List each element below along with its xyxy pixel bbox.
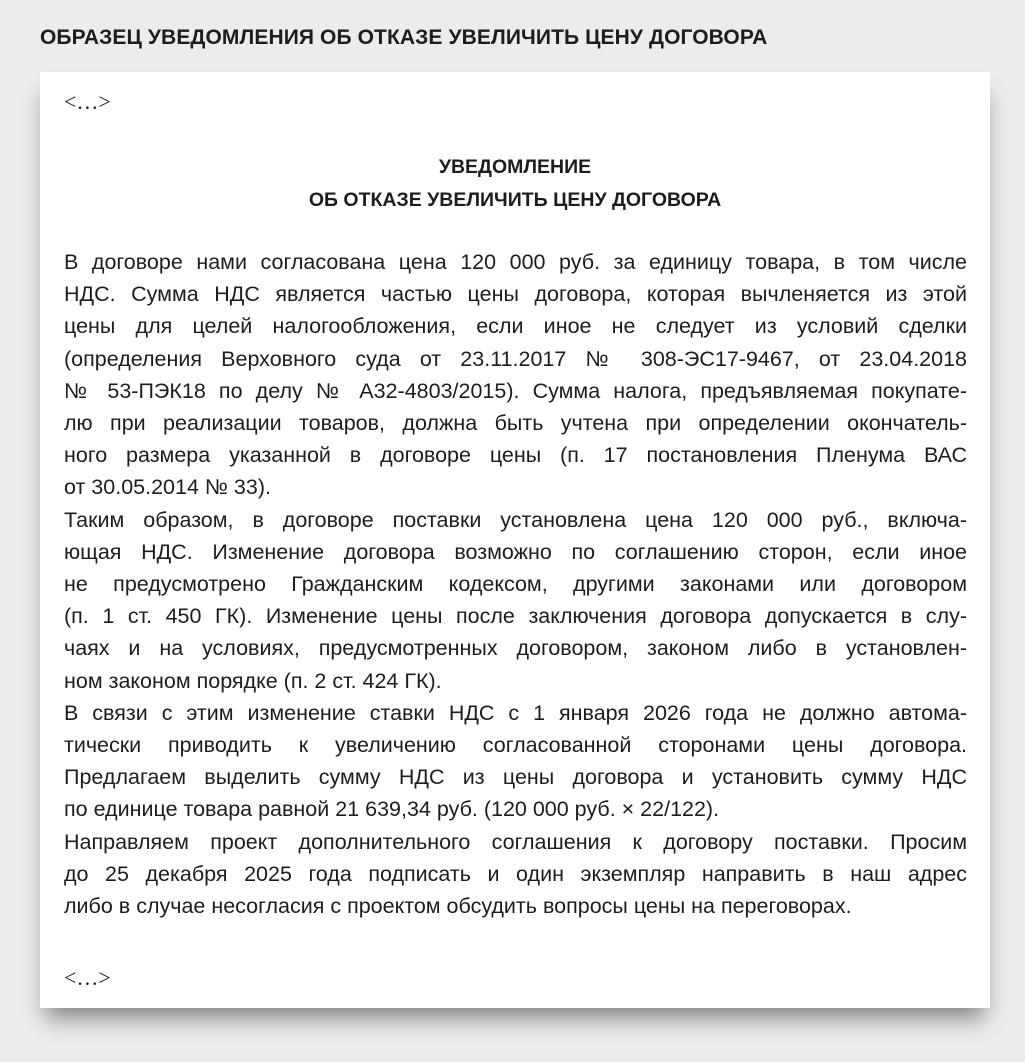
text-line: тически приводить к увеличению согласованной сторонами цены договора. xyxy=(64,733,967,758)
text-line: (определения Верховного суда от 23.11.2017 № 308-ЭС17-9467, от 23.04.2018 xyxy=(64,346,967,371)
text-line: ющая НДС. Изменение договора возможно по соглашению сторон, если иное xyxy=(64,539,967,564)
document-title-line: ОБ ОТКАЗЕ УВЕЛИЧИТЬ ЦЕНУ ДОГОВОРА xyxy=(308,189,722,211)
paragraph xyxy=(64,697,967,826)
paragraph xyxy=(64,504,967,697)
text-line: Предлагаем выделить сумму НДС из цены договора и установить сумму НДС xyxy=(64,765,967,790)
text-line: (п. 1 ст. 450 ГК). Изменение цены после заключения договора допускается в слу- xyxy=(64,604,967,629)
text-line: цены для целей налогообложения, если иное не следует из условий сделки xyxy=(64,314,967,339)
text-line: до 25 декабря 2025 года подписать и один экземпляр направить в наш адрес xyxy=(64,861,967,886)
document-title xyxy=(40,151,990,217)
text-line: по единице товара равной 21 639,34 руб. (120 000 руб. × 22/122). xyxy=(64,797,720,822)
paragraph xyxy=(64,246,967,504)
document-title-line: УВЕДОМЛЕНИЕ xyxy=(438,156,592,178)
paragraph xyxy=(64,826,967,923)
text-line: не предусмотрено Гражданским кодексом, другими законами или договором xyxy=(64,572,967,597)
document-sheet xyxy=(40,72,990,1008)
text-line: № 53-ПЭК18 по делу № А32-4803/2015). Сумма налога, предъявляемая покупате- xyxy=(64,378,967,403)
text-line: чаях и на условиях, предусмотренных договором, законом либо в установлен- xyxy=(64,636,967,661)
omission-marker-bottom: <…> xyxy=(64,965,111,990)
text-line: В связи с этим изменение ставки НДС с 1 января 2026 года не должно автома- xyxy=(64,700,967,725)
text-line: ного размера указанной в договоре цены (п. 17 постановления Пленума ВАС xyxy=(64,443,967,468)
document-body xyxy=(64,246,967,922)
text-line: Таким образом, в договоре поставки установлена цена 120 000 руб., включа- xyxy=(64,507,967,532)
text-line: либо в случае несогласия с проектом обсудить вопросы цены на переговорах. xyxy=(64,894,852,919)
text-line: ном законом порядке (п. 2 ст. 424 ГК). xyxy=(64,668,442,693)
omission-marker-top: <…> xyxy=(64,89,111,114)
text-line: Направляем проект дополнительного соглашения к договору поставки. Просим xyxy=(64,829,967,854)
text-line: НДС. Сумма НДС является частью цены договора, которая вычленяется из этой xyxy=(64,282,967,307)
text-line: от 30.05.2014 № 33). xyxy=(64,475,271,500)
text-line: В договоре нами согласована цена 120 000 руб. за единицу товара, в том числе xyxy=(64,250,967,274)
page-heading: ОБРАЗЕЦ УВЕДОМЛЕНИЯ ОБ ОТКАЗЕ УВЕЛИЧИТЬ ЦЕНУ ДОГОВОРА xyxy=(40,26,768,49)
text-line: лю при реализации товаров, должна быть учтена при определении окончатель- xyxy=(64,411,967,436)
